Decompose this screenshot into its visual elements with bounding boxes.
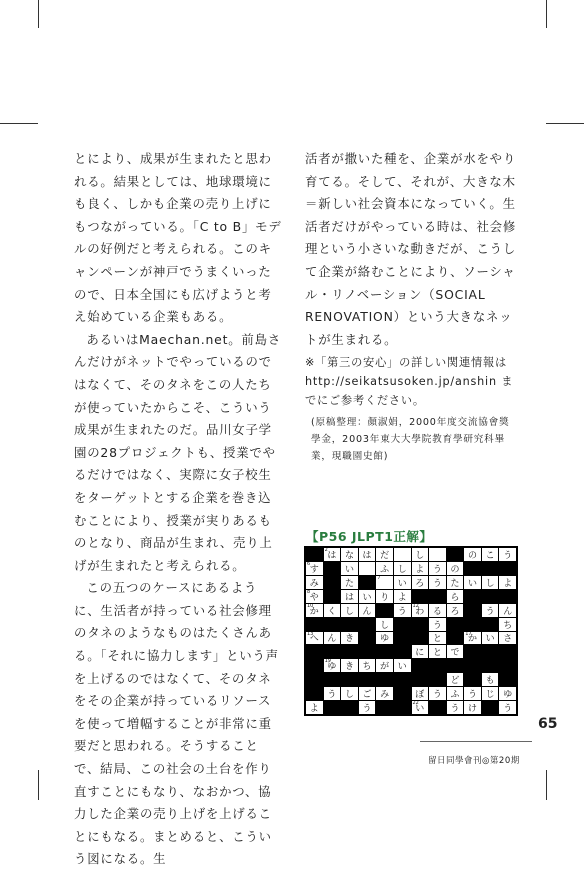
crossword-letter: ふ	[450, 690, 460, 701]
crossword-black-cell	[324, 673, 341, 686]
crossword-black-cell	[359, 632, 376, 645]
crossword-cell	[429, 576, 446, 589]
crossword-letter: よ	[415, 564, 425, 575]
crossword-letter: こ	[485, 550, 495, 561]
crossword-cell	[324, 659, 341, 672]
crossword-cell	[482, 673, 499, 686]
crossword-letter: う	[397, 606, 407, 617]
crossword-letter: い	[397, 578, 407, 589]
crossword-black-cell	[429, 701, 446, 714]
crossword-black-cell	[324, 590, 341, 603]
crossword-cell	[341, 548, 358, 561]
crossword-letter: ろ	[450, 606, 460, 617]
crossword-cell	[482, 576, 499, 589]
crossword-black-cell	[412, 632, 429, 645]
crossword-black-cell	[306, 645, 323, 658]
crossword-cell	[429, 645, 446, 658]
crossword-cell	[499, 576, 516, 589]
crossword-letter: わ	[415, 606, 425, 617]
editor-credit: (原稿整理：顏淑娟，2000年度交流協會獎學金，2003年東大大學院教育學研究科畢業，現職園史館)	[311, 417, 510, 463]
crossword-black-cell	[359, 673, 376, 686]
crossword-letter: な	[344, 550, 354, 561]
crossword-black-cell	[359, 645, 376, 658]
crossword-clue-number: 17	[465, 631, 472, 637]
crossword-cell	[359, 659, 376, 672]
crossword-letter: し	[415, 550, 425, 561]
crossword-cell	[341, 562, 358, 575]
crossword-black-cell	[464, 590, 481, 603]
crossword-cell	[341, 687, 358, 700]
crossword-letter: も	[485, 676, 495, 687]
crossword-cell	[499, 632, 516, 645]
crossword-letter: い	[415, 704, 425, 714]
crossword-cell	[324, 548, 341, 561]
crossword-letter: し	[397, 564, 407, 575]
crossword-cell	[324, 604, 341, 617]
crossword-letter: よ	[503, 578, 513, 589]
crossword-cell	[447, 673, 464, 686]
crossword-black-cell	[464, 618, 481, 631]
crossword-black-cell	[306, 659, 323, 672]
crossword-black-cell	[482, 645, 499, 658]
crossword-black-cell	[464, 659, 481, 672]
crossword-black-cell	[482, 701, 499, 714]
left-paragraph-2: あるいはMaechan.net。前島さんだけがネットでやっているのではなくて、そのタネをこの人たちが使っていたからこそ、こういう成果が生まれたのだ。品川女子学園の28プロジェクトも、授業でやるだけではなく、実際に女子校生をターゲットとする企業を巻き込むことにより、授業が実りあるものとなり、商品が生まれ、売り上げが生まれたと考えられる。	[74, 331, 282, 573]
crossword-letter: じ	[485, 690, 495, 701]
crossword-letter: ろ	[415, 578, 425, 589]
crossword-letter: う	[362, 704, 372, 714]
crossword-black-cell	[394, 701, 411, 714]
crossword-letter: が	[380, 662, 390, 673]
crossword-black-cell	[359, 576, 376, 589]
crossword-letter: に	[415, 648, 425, 659]
crossword-letter: う	[468, 690, 478, 701]
crossword-black-cell	[429, 590, 446, 603]
page-number: 65	[538, 716, 558, 732]
crossword-cell	[499, 687, 516, 700]
crossword-black-cell	[412, 659, 429, 672]
crossword-black-cell	[412, 590, 429, 603]
crossword-letter: き	[344, 662, 354, 673]
crossword-letter: ち	[362, 662, 372, 673]
crossword-letter: う	[485, 606, 495, 617]
footer-journal-title: 留日同學會刊◎第20期	[428, 756, 520, 766]
crossword-black-cell	[447, 548, 464, 561]
crossword-black-cell	[482, 562, 499, 575]
crossword-clue-number: 13	[307, 631, 314, 637]
crossword-cell	[306, 701, 323, 714]
crossword-cell	[499, 618, 516, 631]
crossword-letter: み	[380, 690, 390, 701]
crossword-cell	[359, 604, 376, 617]
crop-mark-bottom-vertical	[38, 770, 39, 800]
crossword-letter: い	[468, 578, 478, 589]
crossword-cell	[306, 604, 323, 617]
crossword-cell	[394, 590, 411, 603]
crossword-clue-number: 7	[377, 575, 381, 581]
right-body-text: 活者が撒いた種を、企業が水をやり育てる。そして、それが、大きな木＝新しい社会資本になっていく。生活者だけがやっている時は、社会修理という小さいな動きだが、こうして企業が絡むことにより、ソーシャル・リノベーション（SOCIAL RENOVATION）という大きなネットが生まれる。	[305, 151, 517, 347]
crossword-letter: か	[468, 634, 478, 645]
right-column	[305, 148, 518, 465]
crossword-letter: だ	[380, 550, 390, 561]
crossword-cell	[394, 548, 411, 561]
crossword-cell	[482, 687, 499, 700]
crossword-letter: し	[344, 690, 354, 701]
crossword-cell	[447, 604, 464, 617]
crossword-black-cell	[499, 562, 516, 575]
crossword-black-cell	[394, 618, 411, 631]
crossword-black-cell	[482, 618, 499, 631]
crossword-cell	[429, 632, 446, 645]
crossword-cell	[429, 604, 446, 617]
crossword-letter: き	[344, 634, 354, 645]
crossword-black-cell	[394, 632, 411, 645]
crossword-letter: う	[432, 620, 442, 631]
crossword-letter: う	[432, 690, 442, 701]
crossword-clue-number: 2	[324, 548, 328, 553]
crossword-black-cell	[464, 604, 481, 617]
crossword-letter: う	[432, 564, 442, 575]
crossword-letter: よ	[309, 704, 319, 714]
crossword-cell	[376, 562, 393, 575]
crossword-letter: る	[432, 606, 442, 617]
crossword-cell	[429, 618, 446, 631]
crop-mark-top-right	[546, 123, 584, 124]
crossword-black-cell	[306, 548, 323, 561]
crossword-black-cell	[394, 673, 411, 686]
crossword-cell	[376, 632, 393, 645]
crossword-black-cell	[447, 632, 464, 645]
crossword-cell	[412, 604, 429, 617]
crossword-black-cell	[306, 687, 323, 700]
crossword-letter: ゆ	[503, 690, 513, 701]
crossword-letter: い	[362, 592, 372, 603]
crossword-black-cell	[499, 590, 516, 603]
crossword-letter: た	[344, 578, 354, 589]
crossword-letter: や	[309, 592, 319, 603]
left-column	[74, 148, 283, 871]
crossword-cell	[447, 590, 464, 603]
crossword-cell	[341, 659, 358, 672]
left-paragraph-1: とにより、成果が生まれたと思われる。結果としては、地球環境にも良く、しかも企業の売り上げにもつながっている。「C to B」モデルの好例だと考えられる。このキャンペーンが神戸でうまくいったので、日本全国にも広げようと考え始めている企業もある。	[74, 151, 282, 325]
crossword-black-cell	[324, 562, 341, 575]
crossword-clue-number: 6	[307, 561, 311, 567]
crossword-cell	[447, 687, 464, 700]
crossword-letter: と	[432, 648, 442, 659]
crossword-letter: し	[485, 578, 495, 589]
crossword-black-cell	[429, 673, 446, 686]
crossword-cell	[482, 632, 499, 645]
crossword-cell	[464, 548, 481, 561]
crossword-letter: ふ	[380, 564, 390, 575]
crossword-cell	[306, 576, 323, 589]
crossword-black-cell	[324, 576, 341, 589]
crossword-cell	[412, 548, 429, 561]
crossword-letter: は	[327, 550, 337, 561]
crossword-cell	[359, 562, 376, 575]
crossword-cell	[412, 687, 429, 700]
crossword-letter: ゆ	[327, 662, 337, 673]
crossword-letter: ぼ	[415, 690, 425, 701]
crossword-answer-grid	[304, 546, 518, 716]
crossword-letter: た	[450, 578, 460, 589]
crossword-letter: さ	[503, 634, 513, 645]
crossword-letter: の	[450, 564, 460, 575]
crossword-black-cell	[324, 645, 341, 658]
crossword-black-cell	[341, 673, 358, 686]
crossword-letter: よ	[397, 592, 407, 603]
crossword-cell	[376, 576, 393, 589]
crossword-cell	[341, 576, 358, 589]
crossword-cell	[394, 562, 411, 575]
crossword-black-cell	[464, 673, 481, 686]
crossword-clue-number: 12	[412, 603, 419, 609]
crossword-cell	[376, 659, 393, 672]
crossword-letter: う	[432, 578, 442, 589]
crossword-black-cell	[341, 645, 358, 658]
crossword-clue-number: 22	[412, 701, 419, 707]
crossword-cell	[482, 548, 499, 561]
crossword-cell	[412, 645, 429, 658]
crossword-cell	[306, 632, 323, 645]
crossword-cell	[359, 548, 376, 561]
crossword-black-cell	[499, 673, 516, 686]
crossword-cell	[324, 632, 341, 645]
crossword-letter: ゆ	[380, 634, 390, 645]
crossword-cell	[464, 632, 481, 645]
crossword-letter: は	[362, 550, 372, 561]
crossword-black-cell	[306, 618, 323, 631]
left-paragraph-3: この五つのケースにあるように、生活者が持っている社会修理のタネのようなものはたくさんある。「それに協力します」という声を上げるのではなくて、そのタネをその企業が持っているリソースを使って増幅することが非常に重要だと思われる。そうすることで、結局、この社会の土台を作り直すことにもなり、なおかつ、協力した企業の売り上げを上げることにもなる。まとめると、こういう図になる。生	[74, 580, 279, 867]
crossword-letter: う	[503, 704, 513, 714]
footer-rule	[420, 741, 532, 742]
crossword-cell	[464, 576, 481, 589]
crossword-cell	[464, 701, 481, 714]
crossword-letter: し	[380, 620, 390, 631]
crossword-letter: し	[344, 606, 354, 617]
crossword-letter: か	[309, 606, 319, 617]
crossword-clue-number: 8	[307, 589, 311, 595]
crossword-cell	[376, 687, 393, 700]
crossword-cell	[447, 701, 464, 714]
crossword-black-cell	[499, 659, 516, 672]
crossword-cell	[359, 701, 376, 714]
crossword-cell	[341, 604, 358, 617]
crossword-cell	[394, 604, 411, 617]
jlpt-answer-title: 【P56 JLPT1正解】	[306, 529, 433, 544]
crossword-cell	[447, 576, 464, 589]
crossword-black-cell	[359, 618, 376, 631]
crossword-black-cell	[464, 645, 481, 658]
crossword-clue-number: 10	[307, 603, 314, 609]
crossword-letter: い	[344, 564, 354, 575]
crossword-cell	[376, 548, 393, 561]
crossword-letter: の	[468, 550, 478, 561]
crossword-letter: ち	[503, 620, 513, 631]
crop-mark-top-vertical-right	[546, 0, 547, 28]
crossword-letter: う	[503, 550, 513, 561]
crossword-cell	[376, 590, 393, 603]
crossword-cell	[341, 590, 358, 603]
crossword-letter: と	[432, 634, 442, 645]
crossword-black-cell	[341, 701, 358, 714]
crossword-letter: う	[450, 704, 460, 714]
crossword-black-cell	[341, 618, 358, 631]
crossword-cell	[429, 562, 446, 575]
crossword-cell	[429, 687, 446, 700]
crossword-cell	[499, 604, 516, 617]
crossword-black-cell	[482, 659, 499, 672]
crossword-cell	[482, 604, 499, 617]
crossword-clue-number: 19	[324, 659, 331, 665]
crossword-letter: ご	[362, 690, 372, 701]
crossword-cell	[359, 687, 376, 700]
crossword-black-cell	[376, 645, 393, 658]
crossword-cell	[447, 645, 464, 658]
crossword-cell	[394, 576, 411, 589]
crossword-cell	[499, 548, 516, 561]
crossword-letter: ん	[362, 606, 372, 617]
crossword-black-cell	[394, 645, 411, 658]
crossword-letter: す	[309, 564, 319, 575]
crossword-letter: ら	[450, 592, 460, 603]
crop-mark-top-vertical	[38, 0, 39, 28]
crossword-letter: ん	[503, 606, 513, 617]
crossword-letter: い	[485, 634, 495, 645]
crossword-letter: で	[450, 648, 460, 659]
crossword-letter: う	[327, 690, 337, 701]
crossword-letter: い	[397, 662, 407, 673]
crossword-cell	[412, 701, 429, 714]
crossword-cell	[429, 548, 446, 561]
crossword-cell	[464, 687, 481, 700]
crossword-black-cell	[499, 645, 516, 658]
crossword-cell	[447, 562, 464, 575]
crossword-cell	[324, 687, 341, 700]
crossword-cell	[306, 562, 323, 575]
crossword-cell	[412, 576, 429, 589]
crossword-black-cell	[482, 590, 499, 603]
crossword-black-cell	[429, 659, 446, 672]
crossword-cell	[499, 701, 516, 714]
crossword-letter: り	[380, 592, 390, 603]
crop-mark-bottom-vertical-right	[546, 770, 547, 800]
crossword-cell	[376, 618, 393, 631]
crossword-cell	[306, 590, 323, 603]
crossword-black-cell	[306, 673, 323, 686]
crossword-cell	[359, 590, 376, 603]
crossword-letter: へ	[309, 634, 319, 645]
crossword-cell	[341, 632, 358, 645]
crossword-black-cell	[447, 618, 464, 631]
crossword-black-cell	[394, 687, 411, 700]
crossword-black-cell	[376, 604, 393, 617]
crossword-letter: は	[344, 592, 354, 603]
crossword-black-cell	[376, 701, 393, 714]
reference-note: ※「第三の安心」の詳しい関連情報はhttp://seikatsusoken.jp/anshin までにご参考ください。	[305, 356, 514, 408]
crossword-letter: け	[468, 704, 478, 714]
crossword-letter: み	[309, 578, 319, 589]
crossword-black-cell	[464, 562, 481, 575]
crossword-letter: く	[327, 606, 337, 617]
crossword-letter: ん	[327, 634, 337, 645]
crop-mark-top-left	[0, 123, 38, 124]
crossword-black-cell	[412, 673, 429, 686]
crossword-black-cell	[324, 701, 341, 714]
crossword-black-cell	[447, 659, 464, 672]
crossword-black-cell	[412, 618, 429, 631]
crossword-cell	[394, 659, 411, 672]
crossword-black-cell	[324, 618, 341, 631]
crossword-letter: ど	[450, 676, 460, 687]
crossword-black-cell	[376, 673, 393, 686]
crossword-cell	[412, 562, 429, 575]
